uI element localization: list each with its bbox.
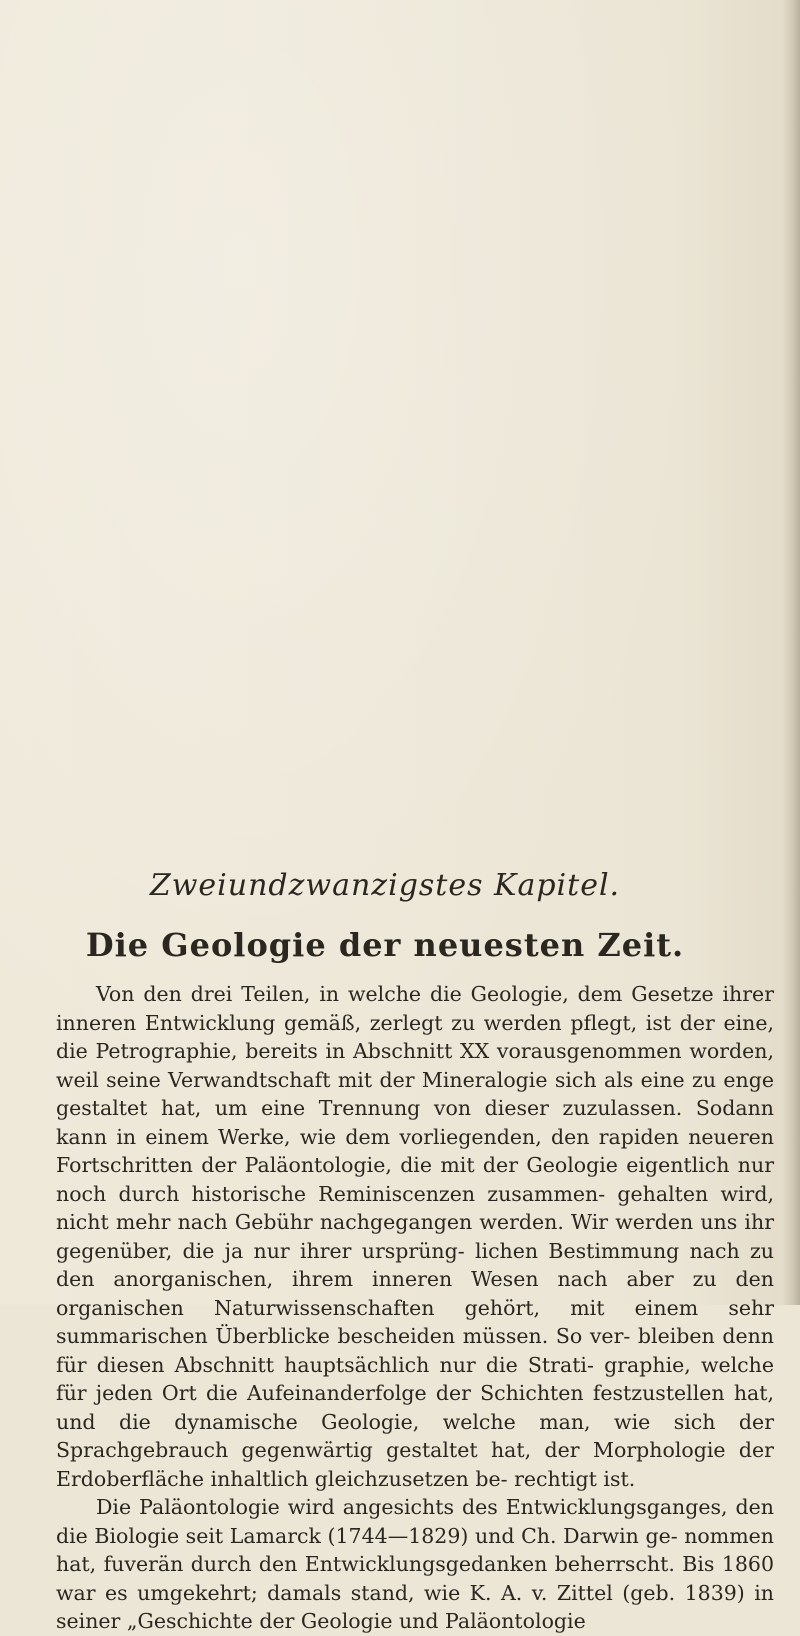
text-line: Morphologie der Erdoberfläche inhaltlich gleichzusetzen be- (56, 1438, 774, 1491)
text-line: rechtigt ist. (514, 1466, 636, 1491)
text-line: Bis 1860 war es umgekehrt; damals stand, wie K. A. v. Zittel (56, 1552, 774, 1605)
text-line: Die Paläontologie wird angesichts des Entwicklungsganges, (96, 1495, 736, 1519)
body-text (56, 980, 774, 1636)
text-line: eine zu enge gestaltet hat, um eine Trennung von dieser zuzulassen. (56, 1067, 774, 1120)
text-line: ihrer inneren Entwicklung gemäß, zerlegt zu werden pflegt, ist der (56, 982, 774, 1035)
paragraph-2 (56, 1493, 774, 1636)
text-line: bleiben denn für diesen Abschnitt hauptsächlich nur die Strati- (56, 1324, 774, 1377)
text-line: worden, weil seine Verwandtschaft mit der Mineralogie sich als (56, 1039, 774, 1092)
text-line: eigentlich nur noch durch historische Reminiscenzen zusammen- (56, 1153, 775, 1206)
text-line: Von den drei Teilen, in welche die Geologie, dem Gesetze (96, 982, 723, 1006)
text-line: mit einem sehr summarischen Überblicke bescheiden müssen. So ver- (56, 1295, 774, 1348)
section-title: Die Geologie der neuesten Zeit. (85, 926, 685, 964)
chapter-heading: Zweiundzwanzigstes Kapitel. (149, 868, 621, 903)
text-line: wie sich der Sprachgebrauch gegenwärtig gestaltet hat, der (56, 1409, 774, 1462)
text-line: den die Biologie seit Lamarck (1744—1829) und Ch. Darwin ge- (56, 1495, 774, 1548)
text-line: eine, die Petrographie, bereits in Abschnitt XX vorausgenommen (56, 1010, 774, 1063)
text-line: graphie, welche für jeden Ort die Aufeinanderfolge der Schichten (56, 1352, 774, 1405)
text-line: neueren Fortschritten der Paläontologie, die mit der Geologie (56, 1124, 774, 1177)
page-edge-shadow (782, 0, 800, 1305)
text-line: Sodann kann in einem Werke, wie dem vorliegenden, den rapiden (56, 1096, 774, 1149)
paragraph-1 (56, 980, 774, 1493)
text-line: nommen hat, fuverän durch den Entwicklungsgedanken beherrscht. (56, 1523, 774, 1576)
text-line: Wesen nach aber zu den organischen Naturwissenschaften gehört, (56, 1267, 774, 1320)
text-line: lichen Bestimmung nach zu den anorganischen, ihrem inneren (56, 1238, 774, 1291)
text-line: festzustellen hat, und die dynamische Geologie, welche man, (56, 1381, 774, 1434)
text-line: (geb. 1839) in seiner „Geschichte der Geologie und Paläontologie (56, 1580, 775, 1633)
text-line: gehalten wird, nicht mehr nach Gebühr nachgegangen werden. (56, 1181, 774, 1234)
text-line: Wir werden uns ihr gegenüber, die ja nur ihrer ursprüng- (56, 1210, 774, 1263)
